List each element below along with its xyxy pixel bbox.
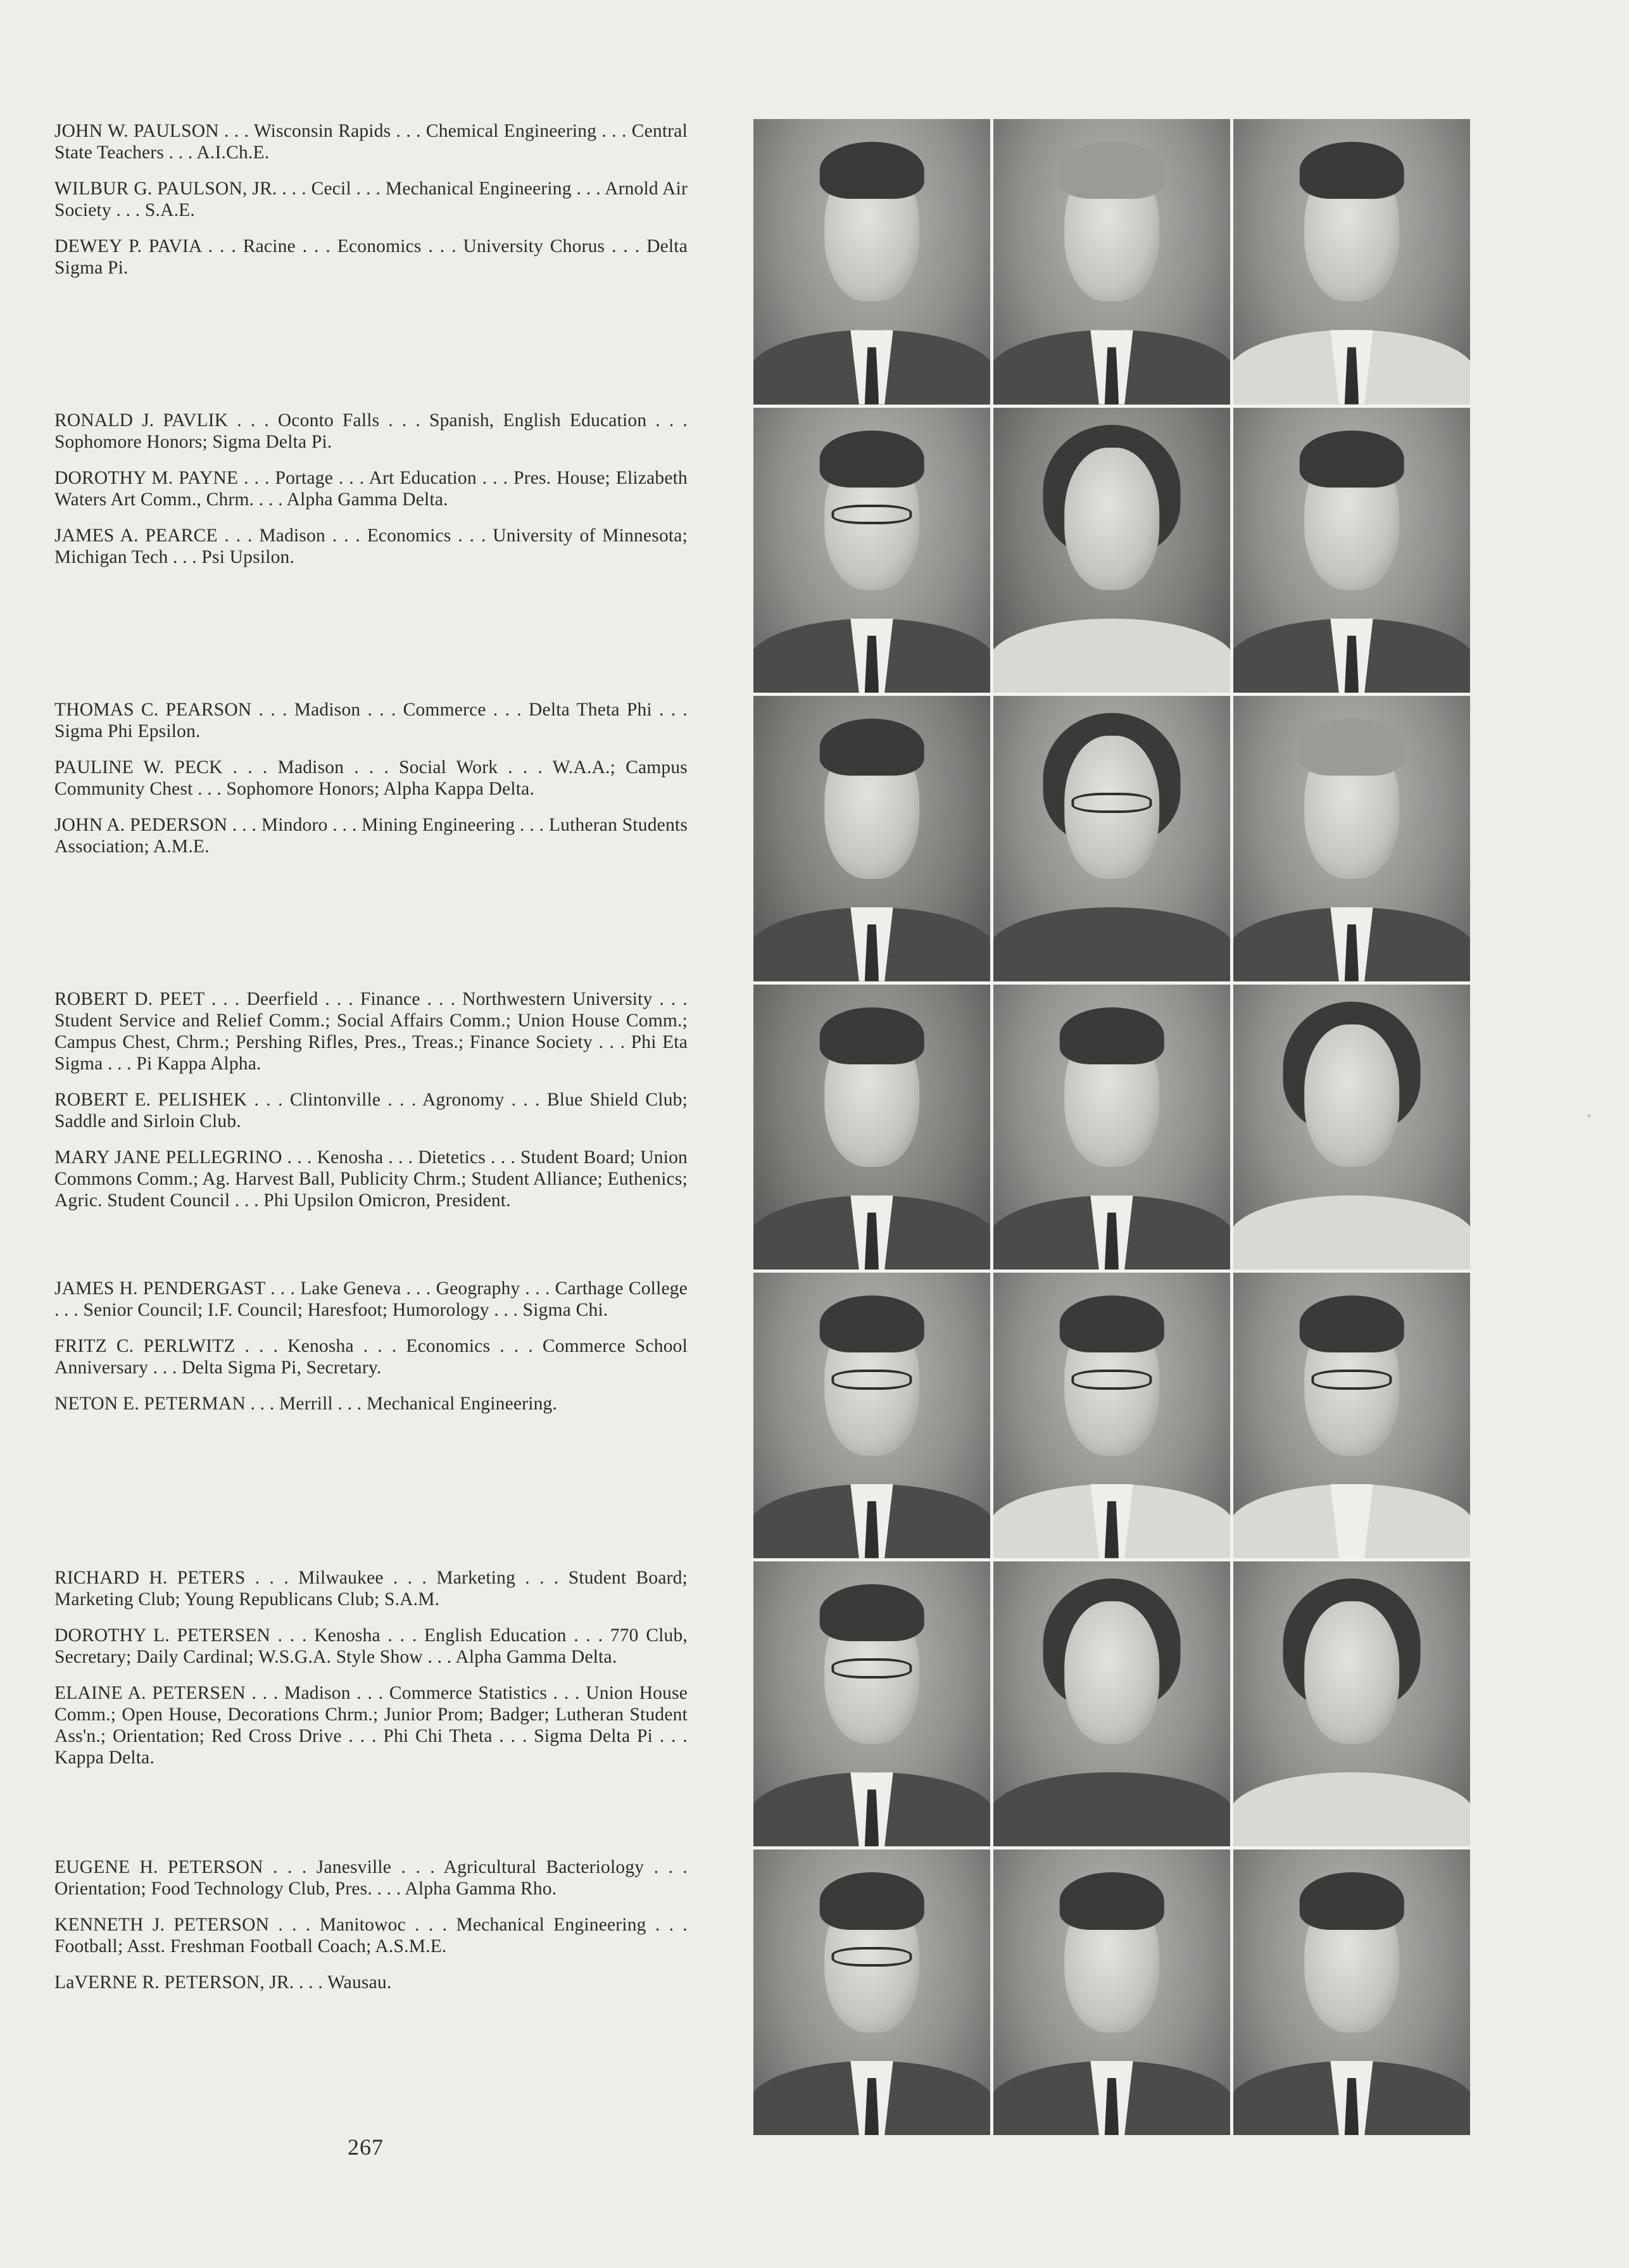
portrait-photo	[1233, 408, 1470, 693]
biography-entry: ROBERT E. PELISHEK . . . Clintonville . . . Agronomy . . . Blue Shield Club; Saddle and Sirloin Club.	[54, 1090, 688, 1131]
biography-entry: JAMES A. PEARCE . . . Madison . . . Economics . . . University of Minnesota; Michigan Tech . . . Psi Upsilon.	[54, 526, 688, 567]
biography-entry: MARY JANE PELLEGRINO . . . Kenosha . . . Dietetics . . . Student Board; Union Commons Comm.; Ag. Harvest Ball, Publicity Chrm.; Student Alliance; Euthenics; Agric. Student Council . . . Phi Upsilon Omicron, President.	[54, 1147, 688, 1211]
portrait-photo	[753, 119, 990, 405]
biography-entry: KENNETH J. PETERSON . . . Manitowoc . . . Mechanical Engineering . . . Football; Asst. Freshman Football Coach; A.S.M.E.	[54, 1915, 688, 1956]
paper-speck	[1588, 1114, 1590, 1117]
biography-entry: ELAINE A. PETERSEN . . . Madison . . . Commerce Statistics . . . Union House Comm.; Open House, Decorations Chrm.; Junior Prom; Badger; Lutheran Student Ass'n.; Orientation; Red Cross Drive . . . Phi Chi Theta . . . Sigma Delta Pi . . . Kappa Delta.	[54, 1683, 688, 1768]
biography-entry: LaVERNE R. PETERSON, JR. . . . Wausau.	[54, 1972, 392, 1993]
portrait-photo	[1233, 696, 1470, 981]
portrait-photo	[1233, 985, 1470, 1270]
biography-entry: DOROTHY L. PETERSEN . . . Kenosha . . . English Education . . . 770 Club, Secretary; Daily Cardinal; W.S.G.A. Style Show . . . Alpha Gamma Delta.	[54, 1625, 688, 1667]
portrait-photo	[993, 696, 1230, 981]
portrait-photo	[753, 408, 990, 693]
biography-entry: DOROTHY M. PAYNE . . . Portage . . . Art Education . . . Pres. House; Elizabeth Waters Art Comm., Chrm. . . . Alpha Gamma Delta.	[54, 468, 688, 510]
portrait-photo	[993, 1273, 1230, 1558]
biography-entry: RICHARD H. PETERS . . . Milwaukee . . . Marketing . . . Student Board; Marketing Club; Young Republicans Club; S.A.M.	[54, 1568, 688, 1610]
biography-entry: WILBUR G. PAULSON, JR. . . . Cecil . . . Mechanical Engineering . . . Arnold Air Society . . . S.A.E.	[54, 179, 688, 220]
biography-entry: NETON E. PETERMAN . . . Merrill . . . Mechanical Engineering.	[54, 1394, 558, 1414]
portrait-photo	[753, 985, 990, 1270]
biography-group-5	[54, 1278, 688, 1429]
portrait-photo	[753, 696, 990, 981]
portrait-photo	[753, 1849, 990, 2135]
biography-group-4	[54, 988, 688, 1226]
portrait-photo	[993, 1849, 1230, 2135]
portrait-photo	[993, 1561, 1230, 1847]
portrait-photo	[993, 985, 1230, 1270]
biography-entry: JOHN W. PAULSON . . . Wisconsin Rapids . . . Chemical Engineering . . . Central State Teachers . . . A.I.Ch.E.	[54, 121, 688, 163]
page-number: 267	[348, 2134, 384, 2160]
biography-entry: DEWEY P. PAVIA . . . Racine . . . Economics . . . University Chorus . . . Delta Sigma Pi.	[54, 236, 688, 278]
portrait-photo	[1233, 1561, 1470, 1847]
biography-group-6	[54, 1567, 688, 1783]
biography-group-7	[54, 1856, 688, 2008]
biography-entry: JAMES H. PENDERGAST . . . Lake Geneva . . . Geography . . . Carthage College . . . Senior Council; I.F. Council; Haresfoot; Humorology . . . Sigma Chi.	[54, 1278, 688, 1320]
portrait-photo	[993, 119, 1230, 405]
portrait-photo	[753, 1273, 990, 1558]
portrait-grid	[753, 119, 1470, 2135]
portrait-photo	[993, 408, 1230, 693]
biography-entry: RONALD J. PAVLIK . . . Oconto Falls . . . Spanish, English Education . . . Sophomore Honors; Sigma Delta Pi.	[54, 410, 688, 452]
biography-entry: FRITZ C. PERLWITZ . . . Kenosha . . . Economics . . . Commerce School Anniversary . . . Delta Sigma Pi, Secretary.	[54, 1336, 688, 1378]
portrait-photo	[753, 1561, 990, 1847]
portrait-photo	[1233, 1849, 1470, 2135]
biography-group-1	[54, 120, 688, 293]
biography-entry: PAULINE W. PECK . . . Madison . . . Social Work . . . W.A.A.; Campus Community Chest . . . Sophomore Honors; Alpha Kappa Delta.	[54, 757, 688, 799]
portrait-photo	[1233, 1273, 1470, 1558]
biography-entry: JOHN A. PEDERSON . . . Mindoro . . . Mining Engineering . . . Lutheran Students Association; A.M.E.	[54, 815, 688, 857]
portrait-photo	[1233, 119, 1470, 405]
biography-entry: ROBERT D. PEET . . . Deerfield . . . Finance . . . Northwestern University . . . Student Service and Relief Comm.; Social Affairs Comm.; Union House Comm.; Campus Chest, Chrm.; Pershing Rifles, Pres., Treas.; Finance Society . . . Phi Eta Sigma . . . Pi Kappa Alpha.	[54, 989, 688, 1074]
biography-entry: THOMAS C. PEARSON . . . Madison . . . Commerce . . . Delta Theta Phi . . . Sigma Phi Epsilon.	[54, 700, 688, 741]
biography-group-2	[54, 410, 688, 583]
biography-group-3	[54, 699, 688, 872]
biography-entry: EUGENE H. PETERSON . . . Janesville . . . Agricultural Bacteriology . . . Orientation; Food Technology Club, Pres. . . . Alpha Gamma Rho.	[54, 1857, 688, 1899]
